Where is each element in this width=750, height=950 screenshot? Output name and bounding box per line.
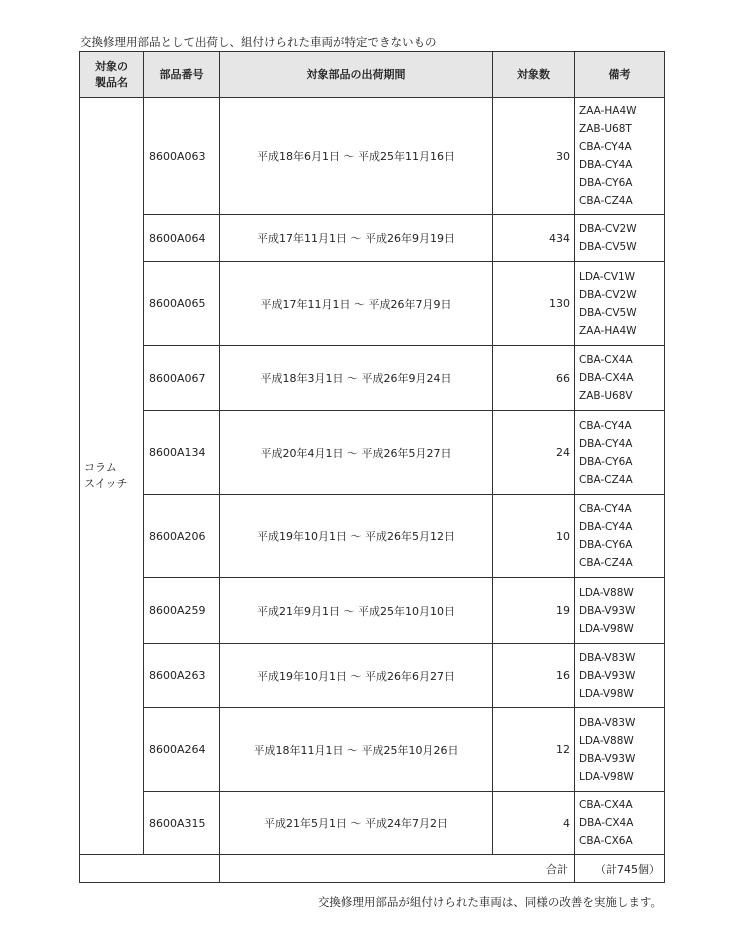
shipping-period-cell: 平成17年11月1日 ～ 平成26年9月19日 <box>220 215 493 262</box>
vehicle-model: LDA-V98W <box>579 622 634 635</box>
product-name-line1: コラム <box>84 461 117 474</box>
vehicle-model: DBA-CY4A <box>579 437 633 450</box>
table-row <box>80 215 665 262</box>
table-row <box>80 495 665 578</box>
header-product-line1: 対象の <box>95 59 128 73</box>
target-count-cell: 12 <box>493 708 575 792</box>
vehicle-model: CBA-CZ4A <box>579 557 633 569</box>
vehicle-model: ZAB-U68T <box>579 123 632 135</box>
vehicle-model: CBA-CX4A <box>579 799 633 811</box>
remarks-cell <box>575 215 665 262</box>
part-number-cell: 8600A315 <box>144 792 220 855</box>
remarks-cell <box>575 98 665 215</box>
vehicle-model: DBA-CV5W <box>579 306 637 319</box>
header-product-line2: 製品名 <box>95 75 128 89</box>
vehicle-model: CBA-CY4A <box>579 419 632 432</box>
vehicle-model: CBA-CX4A <box>579 354 633 366</box>
table-row <box>80 578 665 644</box>
remarks-cell <box>575 495 665 578</box>
vehicle-model: LDA-V98W <box>579 770 634 783</box>
target-count-cell: 66 <box>493 346 575 411</box>
header-count: 対象数 <box>493 52 575 98</box>
part-number-cell: 8600A263 <box>144 644 220 708</box>
vehicle-model: DBA-CX4A <box>579 372 634 384</box>
footnote: 交換修理用部品が組付けられた車両は、同様の改善を実施します。 <box>317 895 662 909</box>
total-blank-cell <box>80 855 220 883</box>
vehicle-model: ZAA-HA4W <box>579 105 637 117</box>
vehicle-model: DBA-V93W <box>579 752 636 765</box>
remarks-cell <box>575 792 665 855</box>
total-row <box>80 855 665 883</box>
header-product <box>80 52 144 98</box>
remarks-cell <box>575 578 665 644</box>
part-number-cell: 8600A064 <box>144 215 220 262</box>
target-count-cell: 434 <box>493 215 575 262</box>
vehicle-model: DBA-CV5W <box>579 241 637 253</box>
table-caption: 交換修理用部品として出荷し、組付けられた車両が特定できないもの <box>80 35 437 49</box>
shipping-period-cell: 平成20年4月1日 ～ 平成26年5月27日 <box>220 411 493 495</box>
remarks-cell <box>575 708 665 792</box>
remarks-cell <box>575 262 665 346</box>
part-number-cell: 8600A259 <box>144 578 220 644</box>
target-count-cell: 4 <box>493 792 575 855</box>
part-number-cell: 8600A063 <box>144 98 220 215</box>
target-count-cell: 16 <box>493 644 575 708</box>
vehicle-model: DBA-CV2W <box>579 223 637 235</box>
target-count-cell: 24 <box>493 411 575 495</box>
total-label: 合計 <box>220 855 575 883</box>
remarks-cell <box>575 346 665 411</box>
shipping-period-cell: 平成21年5月1日 ～ 平成24年7月2日 <box>220 792 493 855</box>
total-value: （計745個） <box>575 855 665 883</box>
vehicle-model: ZAA-HA4W <box>579 324 637 337</box>
vehicle-model: DBA-CY4A <box>579 521 633 533</box>
table-row <box>80 411 665 495</box>
recall-parts-table <box>79 51 665 883</box>
table-row <box>80 708 665 792</box>
target-count-cell: 19 <box>493 578 575 644</box>
part-number-cell: 8600A134 <box>144 411 220 495</box>
vehicle-model: LDA-CV1W <box>579 270 636 283</box>
table-row <box>80 644 665 708</box>
vehicle-model: DBA-CY4A <box>579 159 633 171</box>
shipping-period-cell: 平成19年10月1日 ～ 平成26年5月12日 <box>220 495 493 578</box>
vehicle-model: DBA-V83W <box>579 651 636 664</box>
shipping-period-cell: 平成17年11月1日 ～ 平成26年7月9日 <box>220 262 493 346</box>
vehicle-model: DBA-CX4A <box>579 817 634 829</box>
vehicle-model: LDA-V88W <box>579 734 634 747</box>
table-row <box>80 792 665 855</box>
vehicle-model: CBA-CZ4A <box>579 195 633 207</box>
vehicle-model: DBA-CY6A <box>579 455 633 468</box>
shipping-period-cell: 平成18年3月1日 ～ 平成26年9月24日 <box>220 346 493 411</box>
product-name-cell <box>80 98 144 855</box>
vehicle-model: LDA-V98W <box>579 687 634 700</box>
vehicle-model: DBA-V93W <box>579 604 636 617</box>
vehicle-model: DBA-V93W <box>579 669 636 682</box>
target-count-cell: 30 <box>493 98 575 215</box>
vehicle-model: ZAB-U68V <box>579 390 633 402</box>
vehicle-model: DBA-CY6A <box>579 177 633 189</box>
part-number-cell: 8600A264 <box>144 708 220 792</box>
vehicle-model: LDA-V88W <box>579 586 634 599</box>
header-remarks: 備考 <box>575 52 665 98</box>
target-count-cell: 130 <box>493 262 575 346</box>
part-number-cell: 8600A065 <box>144 262 220 346</box>
header-period: 対象部品の出荷期間 <box>220 52 493 98</box>
vehicle-model: DBA-CV2W <box>579 288 637 301</box>
part-number-cell: 8600A067 <box>144 346 220 411</box>
table-row <box>80 98 665 215</box>
vehicle-model: CBA-CY4A <box>579 503 632 515</box>
vehicle-model: CBA-CY4A <box>579 141 632 153</box>
product-name-line2: スイッチ <box>84 477 128 490</box>
shipping-period-cell: 平成18年11月1日 ～ 平成25年10月26日 <box>220 708 493 792</box>
vehicle-model: CBA-CX6A <box>579 835 633 847</box>
shipping-period-cell: 平成21年9月1日 ～ 平成25年10月10日 <box>220 578 493 644</box>
shipping-period-cell: 平成18年6月1日 ～ 平成25年11月16日 <box>220 98 493 215</box>
remarks-cell <box>575 644 665 708</box>
table-row <box>80 262 665 346</box>
shipping-period-cell: 平成19年10月1日 ～ 平成26年6月27日 <box>220 644 493 708</box>
target-count-cell: 10 <box>493 495 575 578</box>
vehicle-model: DBA-V83W <box>579 716 636 729</box>
part-number-cell: 8600A206 <box>144 495 220 578</box>
header-row <box>80 52 665 98</box>
remarks-cell <box>575 411 665 495</box>
vehicle-model: DBA-CY6A <box>579 539 633 551</box>
vehicle-model: CBA-CZ4A <box>579 473 633 486</box>
header-part-no: 部品番号 <box>144 52 220 98</box>
table-row <box>80 346 665 411</box>
